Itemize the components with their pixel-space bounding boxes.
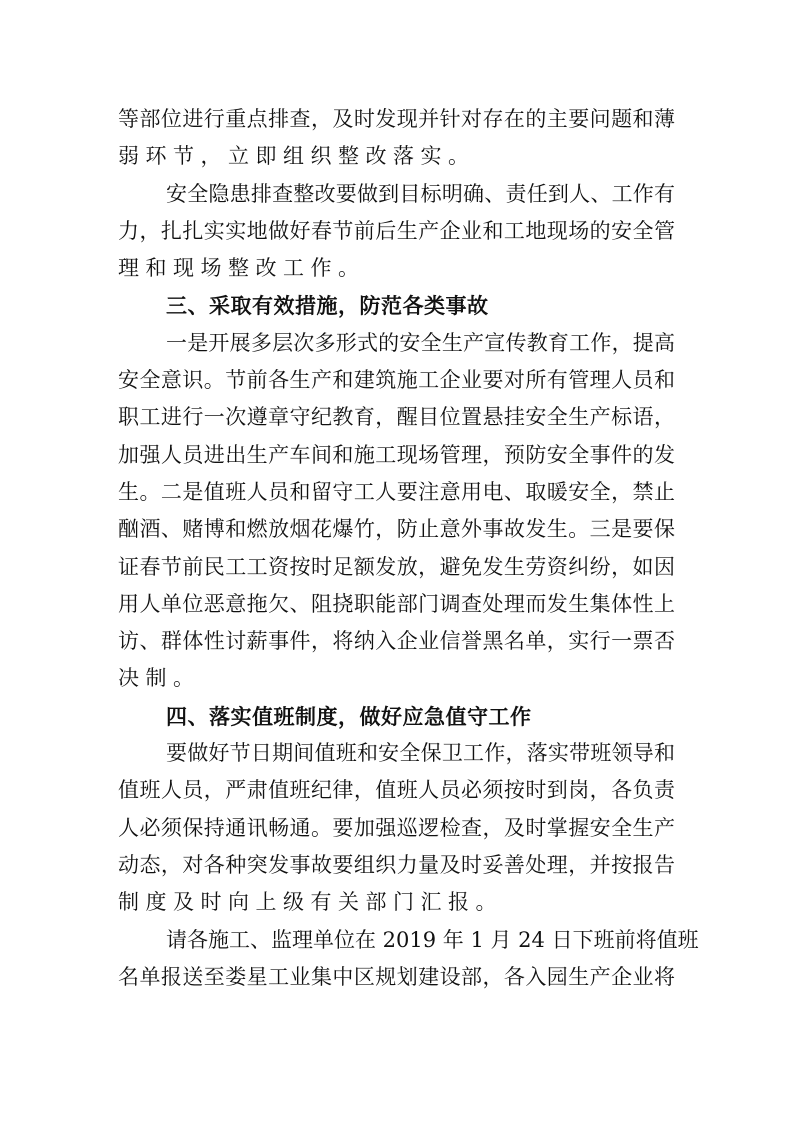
paragraph-line: 动态，对各种突发事故要组织力量及时妥善处理，并按报告 xyxy=(118,852,675,877)
paragraph-line: 安全隐患排查整改要做到目标明确、责任到人、工作有 xyxy=(166,181,675,206)
paragraph-line: 决制。 xyxy=(118,666,201,691)
paragraph-line: 值班人员，严肃值班纪律，值班人员必须按时到岗，各负责 xyxy=(118,778,675,803)
paragraph-line: 等部位进行重点排查，及时发现并针对存在的主要问题和薄 xyxy=(118,107,675,131)
paragraph-line: 访、群体性讨薪事件，将纳入企业信誉黑名单，实行一票否 xyxy=(118,629,675,654)
paragraph-line: 酗酒、赌博和燃放烟花爆竹，防止意外事故发生。三是要保 xyxy=(118,517,675,542)
paragraph-line: 职工进行一次遵章守纪教育，醒目位置悬挂安全生产标语， xyxy=(118,405,675,430)
paragraph-line: 一是开展多层次多形式的安全生产宣传教育工作，提高 xyxy=(166,330,675,355)
paragraph-line: 加强人员进出生产车间和施工现场管理，预防安全事件的发 xyxy=(118,442,675,467)
document-page xyxy=(118,101,699,996)
paragraph-line: 名单报送至娄星工业集中区规划建设部，各入园生产企业将 xyxy=(118,964,675,989)
paragraph-line: 制度及时向上级有关部门汇报。 xyxy=(118,890,503,915)
paragraph-line: 人必须保持通讯畅通。要加强巡逻检查，及时掌握安全生产 xyxy=(118,815,675,840)
section-heading-4: 四、落实值班制度，做好应急值守工作 xyxy=(166,703,532,729)
paragraph-line: 要做好节日期间值班和安全保卫工作，落实带班领导和 xyxy=(166,741,675,766)
section-heading-3: 三、采取有效措施，防范各类事故 xyxy=(166,293,489,319)
paragraph-line: 理和现场整改工作。 xyxy=(118,256,366,281)
paragraph-line: 生。二是值班人员和留守工人要注意用电、取暖安全，禁止 xyxy=(118,479,675,504)
paragraph-line: 力，扎扎实实地做好春节前后生产企业和工地现场的安全管 xyxy=(118,218,675,243)
paragraph-line: 弱环节，立即组织整改落实。 xyxy=(118,144,476,169)
paragraph-line: 用人单位恶意拖欠、阻挠职能部门调查处理而发生集体性上 xyxy=(118,591,675,616)
paragraph-line: 安全意识。节前各生产和建筑施工企业要对所有管理人员和 xyxy=(118,368,675,393)
paragraph-line: 证春节前民工工资按时足额发放，避免发生劳资纠纷，如因 xyxy=(118,554,675,579)
paragraph-line: 请各施工、监理单位在 2019 年 1 月 24 日下班前将值班 xyxy=(166,927,699,952)
